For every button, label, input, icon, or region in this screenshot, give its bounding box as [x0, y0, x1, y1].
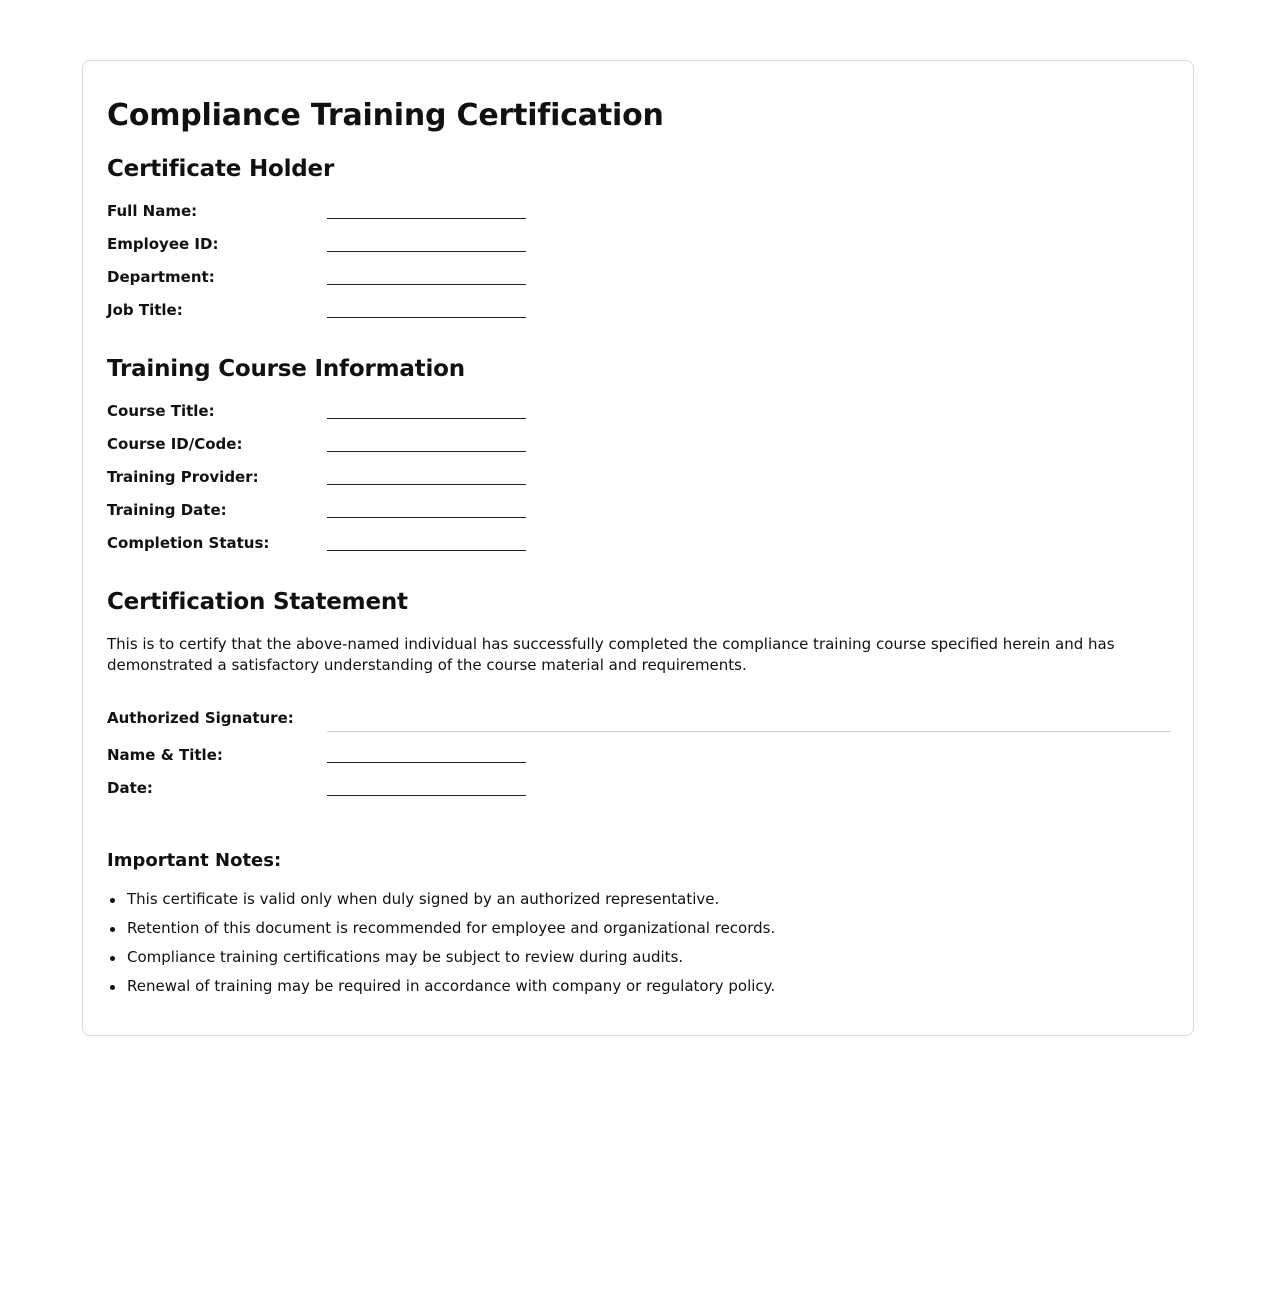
note-item: Compliance training certifications may be subject to review during audits. [127, 948, 684, 966]
employee-id-blank-line[interactable] [327, 251, 526, 252]
bullet-icon [110, 956, 115, 961]
bullet-icon [110, 985, 115, 990]
section-heading-certificate-holder: Certificate Holder [107, 156, 335, 182]
date-blank-line[interactable] [327, 795, 526, 796]
field-label-job-title: Job Title: [107, 301, 183, 319]
field-label-training-provider: Training Provider: [107, 468, 259, 486]
notes-heading: Important Notes: [107, 850, 282, 871]
course-title-blank-line[interactable] [327, 418, 526, 419]
certificate-card [82, 60, 1194, 1036]
department-blank-line[interactable] [327, 284, 526, 285]
signature-line[interactable] [327, 731, 1171, 732]
field-label-full-name: Full Name: [107, 202, 198, 220]
bullet-icon [110, 927, 115, 932]
note-item: This certificate is valid only when duly signed by an authorized representative. [127, 890, 720, 908]
note-item: Retention of this document is recommended for employee and organizational records. [127, 919, 776, 937]
field-label-course-id: Course ID/Code: [107, 435, 243, 453]
field-label-course-title: Course Title: [107, 402, 215, 420]
full-name-blank-line[interactable] [327, 218, 526, 219]
note-item: Renewal of training may be required in accordance with company or regulatory policy. [127, 977, 776, 995]
page-title: Compliance Training Certification [107, 98, 664, 133]
bullet-icon [110, 898, 115, 903]
certification-statement-text: This is to certify that the above-named individual has successfully completed the compliance training course specified herein and has demonstrated a satisfactory understanding of the course material and requirements. [107, 635, 1115, 674]
name-title-blank-line[interactable] [327, 762, 526, 763]
section-heading-training-course: Training Course Information [107, 356, 465, 382]
field-label-employee-id: Employee ID: [107, 235, 219, 253]
section-heading-certification-statement: Certification Statement [107, 589, 408, 615]
training-date-blank-line[interactable] [327, 517, 526, 518]
field-label-completion-status: Completion Status: [107, 534, 270, 552]
course-id-blank-line[interactable] [327, 451, 526, 452]
field-label-name-title: Name & Title: [107, 746, 223, 764]
completion-status-blank-line[interactable] [327, 550, 526, 551]
field-label-training-date: Training Date: [107, 501, 227, 519]
field-label-department: Department: [107, 268, 215, 286]
job-title-blank-line[interactable] [327, 317, 526, 318]
field-label-authorized-signature: Authorized Signature: [107, 709, 294, 727]
field-label-date: Date: [107, 779, 153, 797]
training-provider-blank-line[interactable] [327, 484, 526, 485]
